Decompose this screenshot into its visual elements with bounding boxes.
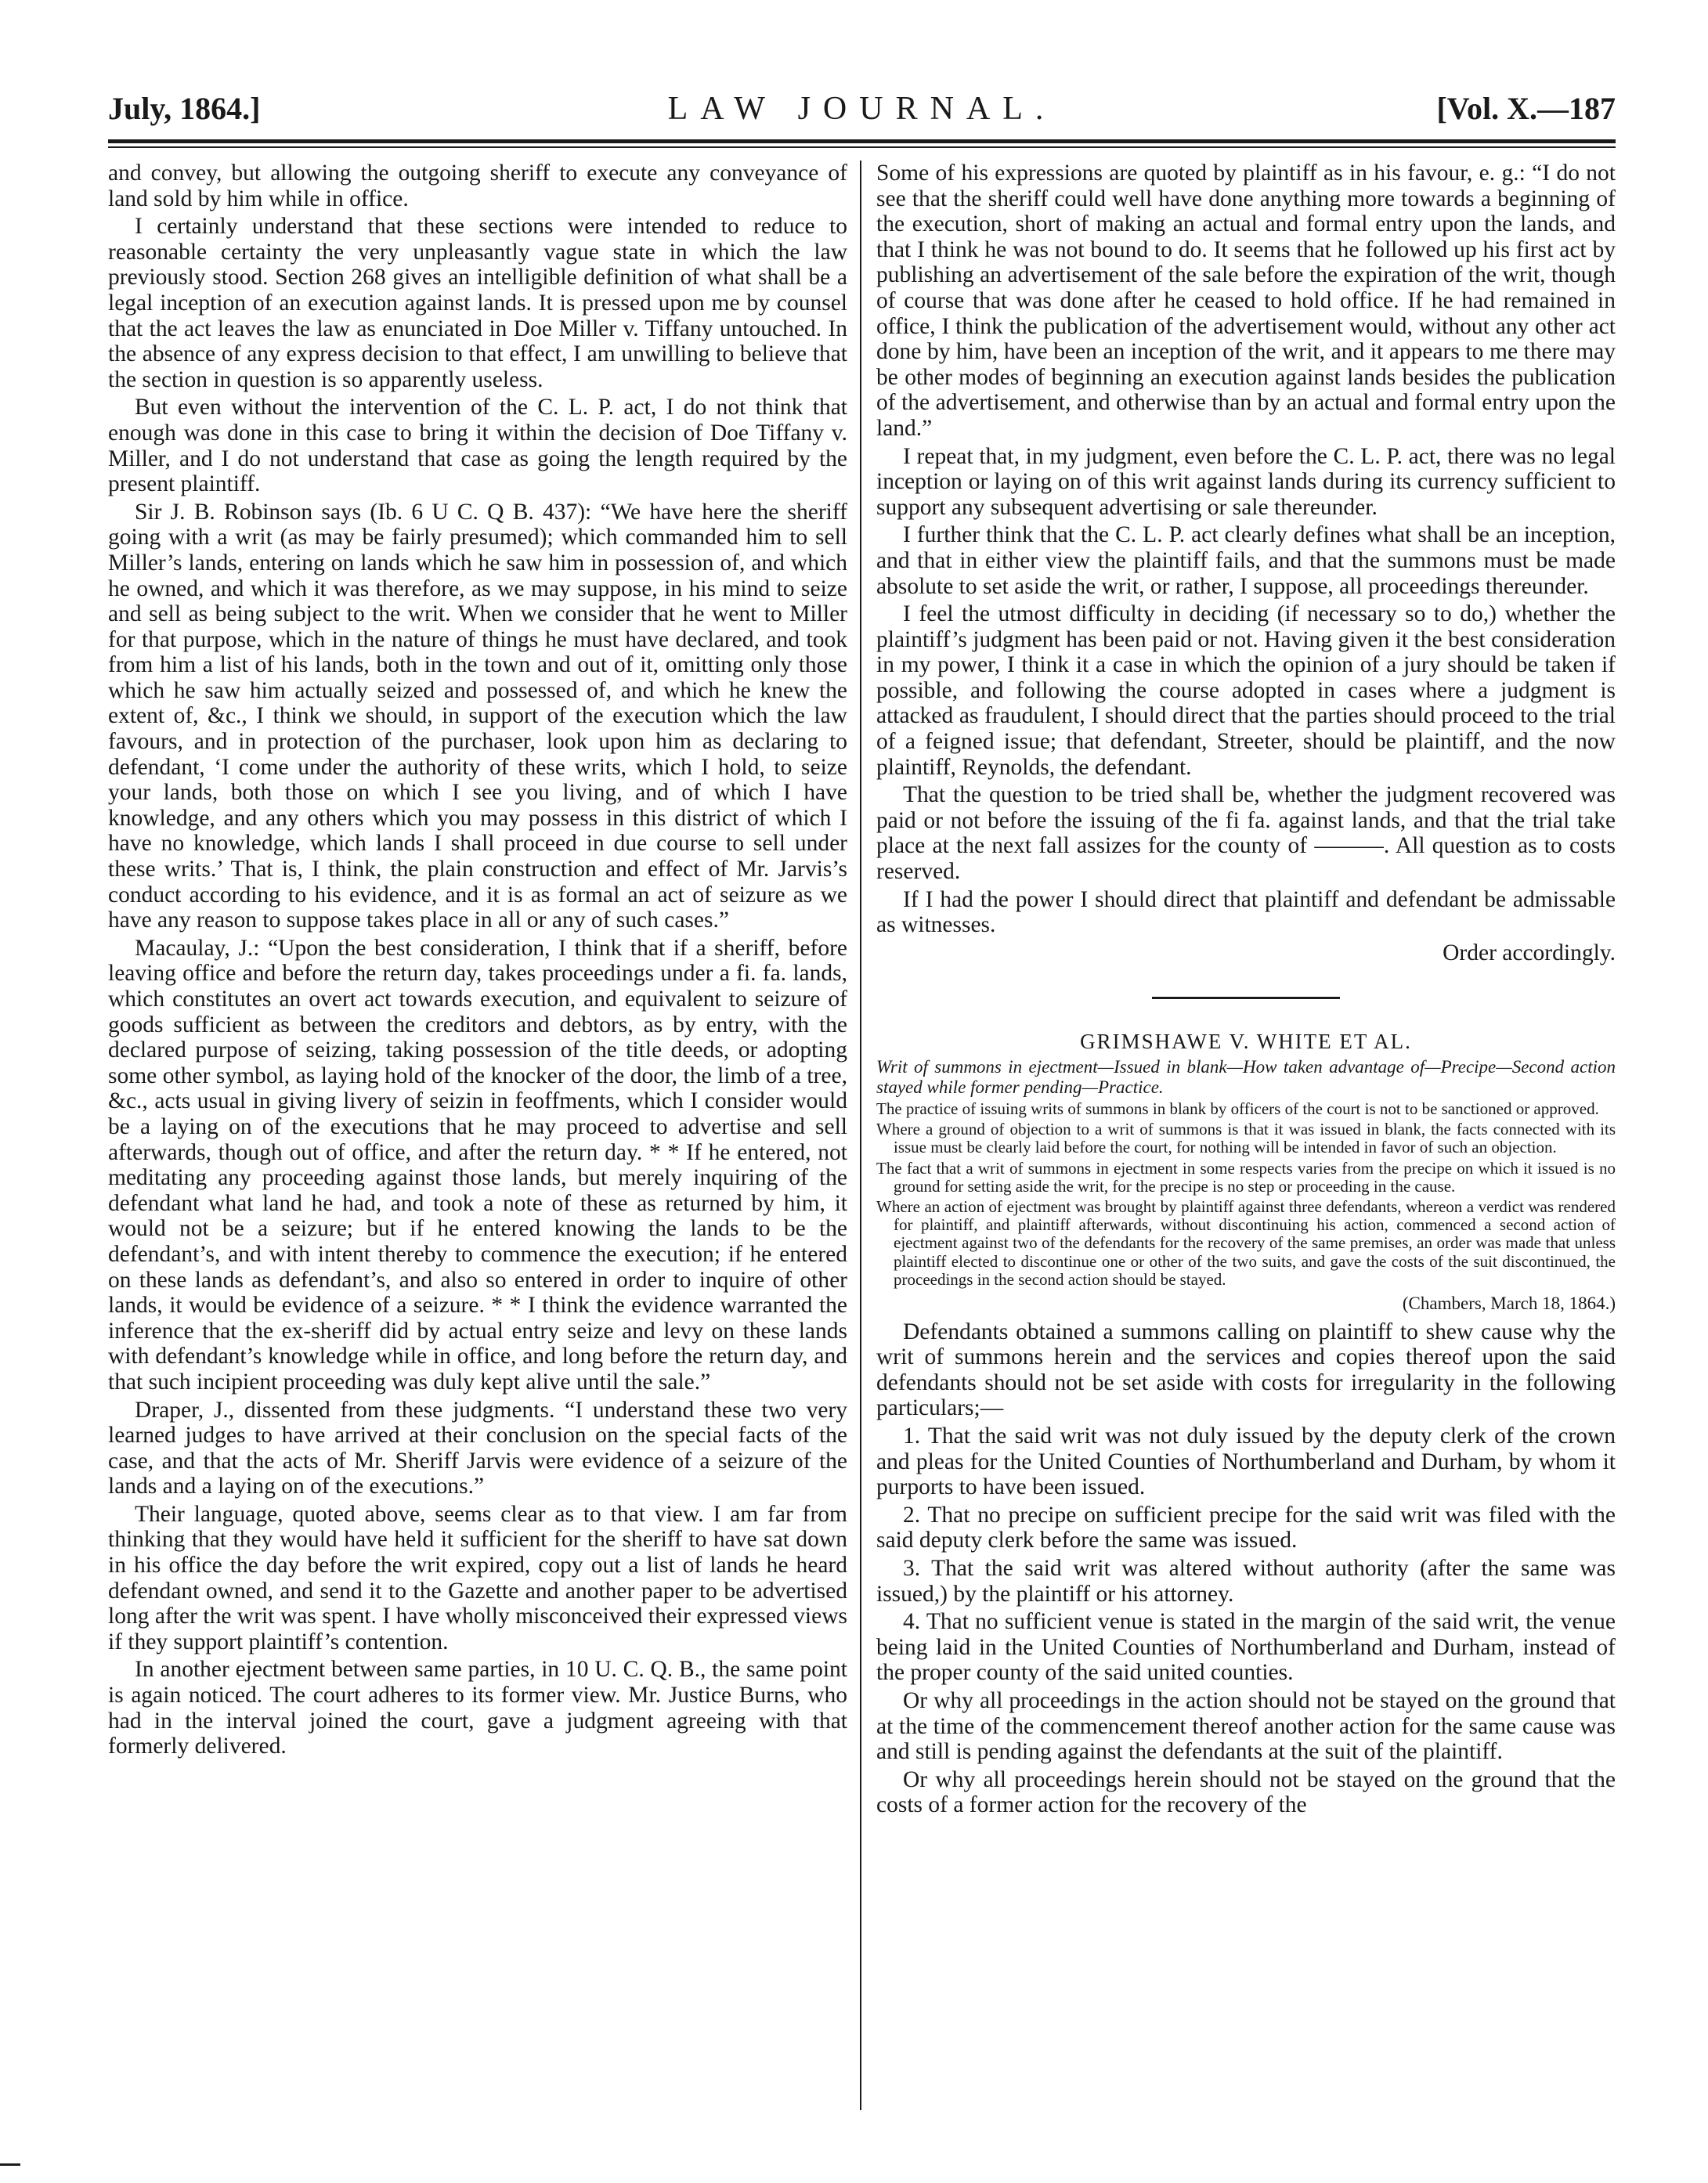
- paragraph: Their language, quoted above, seems clear as to that view. I am far from thinking that they would have held it sufficient for the sheriff to have sat down in his office the day before the writ expired, copy out a list of lands he heard defendant owned, and send it to the Gazette and another paper to be advertised long after the writ was spent. I have wholly misconceived their expressed views if they support plaintiff’s contention.: [108, 1501, 847, 1654]
- paragraph: If I had the power I should direct that plaintiff and defendant be admissable as witnesses.: [876, 886, 1616, 938]
- headnote: The fact that a writ of summons in ejectment in some respects varies from the precipe on which it issued is no ground for setting aside the writ, for the precipe is no step or proceeding in the cause.: [876, 1158, 1616, 1196]
- header-rule-thick: [108, 139, 1616, 143]
- text-columns: [108, 161, 1616, 2149]
- section-separator: [1152, 997, 1340, 999]
- paragraph: I certainly understand that these sections were intended to reduce to reasonable certainty the very unpleasantly vague state in which the law previously stood. Section 268 gives an intelligible definition of what shall be a legal inception of an execution against lands. It is pressed upon me by counsel that the act leaves the law as enunciated in Doe Miller v. Tiffany untouched. In the absence of any express decision to that effect, I am unwilling to believe that the section in question is so apparently useless.: [108, 214, 847, 392]
- paragraph: I feel the utmost difficulty in deciding (if necessary so to do,) whether the plaintiff’s judgment has been paid or not. Having given it the best consideration in my power, I think it a case in which the opinion of a jury should be taken if possible, and following the course adopted in cases where a judgment is attacked as fraudulent, I should direct that the parties should proceed to the trial of a feigned issue; that defendant, Streeter, should be plaintiff, and the now plaintiff, Reynolds, the defendant.: [876, 601, 1616, 780]
- paragraph: That the question to be tried shall be, whether the judgment recovered was paid or not before the issuing of the fi fa. against lands, and that the trial take place at the next fall assizes for the county of ———. All question as to costs reserved.: [876, 782, 1616, 885]
- issue-date: July, 1864.]: [108, 91, 261, 126]
- headnote: Where an action of ejectment was brought by plaintiff against three defendants, whereon a verdict was rendered for plaintiff, and plaintiff afterwards, without discontinuing his action, commenced a second action of ejectment against two of the defendants for the recovery of the same premises, an order was made that unless plaintiff elected to discontinue one or other of the two suits, and gave the costs of the suit discontinued, the proceedings in the second action should be stayed.: [876, 1197, 1616, 1289]
- paragraph: 3. That the said writ was altered without authority (after the same was issued,) by the plaintiff or his attorney.: [876, 1555, 1616, 1607]
- journal-title: LAW JOURNAL.: [667, 91, 1056, 127]
- page-edge-mark: [0, 2163, 20, 2166]
- paragraph: Draper, J., dissented from these judgments. “I understand these two very learned judges to have arrived at their conclusion on the special facts of the case, and that the acts of Mr. Sheriff Jarvis were evidence of a seizure of the lands and a laying on of the executions.”: [108, 1397, 847, 1499]
- paragraph: 4. That no sufficient venue is stated in the margin of the said writ, the venue being laid in the United Counties of Northumberland and Durham, instead of the proper county of the said united counties.: [876, 1609, 1616, 1686]
- court-date: (Chambers, March 18, 1864.): [1402, 1294, 1616, 1314]
- paragraph: Defendants obtained a summons calling on plaintiff to shew cause why the writ of summons herein and the services and copies thereof upon the said defendants should not be set aside with costs for irregularity in the following particulars;—: [876, 1319, 1616, 1421]
- paragraph: Some of his expressions are quoted by plaintiff as in his favour, e. g.: “I do not see that the sheriff could well have done anything more towards a beginning of the execution, short of making an actual and formal entry upon the lands, and that I think he was not bound to do. It seems that he followed up his first act by publishing an advertisement of the sale before the expiration of the writ, though of course that was done after he ceased to hold office. If he had remained in office, I think the publication of the advertisement would, without any other act done by him, have been an inception of the writ, and it appears to me there may be other modes of beginning an execution against lands besides the publication of the advertisement, and otherwise than by an actual and formal entry upon the land.”: [876, 161, 1616, 441]
- volume-page-number: [Vol. X.—187: [1436, 91, 1616, 126]
- paragraph: Or why all proceedings herein should not be stayed on the ground that the costs of a former action for the recovery of the: [876, 1766, 1616, 1818]
- headnote: Where a ground of objection to a writ of summons is that it was issued in blank, the facts connected with its issue must be clearly laid before the court, for nothing will be intended in favor of such an objection.: [876, 1120, 1616, 1157]
- paragraph: In another ejectment between same parties, in 10 U. C. Q. B., the same point is again noticed. The court adheres to its former view. Mr. Justice Burns, who had in the interval joined the court, gave a judgment agreeing with that formerly delivered.: [108, 1657, 847, 1759]
- paragraph: Sir J. B. Robinson says (Ib. 6 U C. Q B. 437): “We have here the sheriff going with a writ (as may be fairly presumed); which commanded him to sell Miller’s lands, entering on lands which he saw him in possession of, and which he owned, and which it was therefore, as we may suppose, in his mind to seize and sell as being subject to the writ. When we consider that he went to Miller for that purpose, which in the nature of things he must have declared, and took from him a list of his lands, both in the town and out of it, omitting only those which he saw him actually seized and possessed of, and which he knew the extent of, &c., I think we should, in support of the execution which the law favours, and in protection of the purchaser, look upon him as declaring to defendant, ‘I come under the authority of these writs, which I hold, to seize your lands, both those on which I see you living, and of which I have knowledge, and any others which you may possess in this district of which I have no knowledge, which lands I shall proceed in due course to sell under these writs.’ That is, I think, the plain construction and effect of Mr. Jarvis’s conduct according to his evidence, and it is as formal an act of seizure as we have any reason to suppose takes place in all or any of such cases.”: [108, 499, 847, 933]
- paragraph: Or why all proceedings in the action should not be stayed on the ground that at the time of the commencement thereof another action for the same cause was and still is pending against the defendants at the suit of the plaintiff.: [876, 1687, 1616, 1765]
- paragraph: I repeat that, in my judgment, even before the C. L. P. act, there was no legal inception or laying on of this writ against lands during its currency sufficient to support any subsequent advertising or sale thereunder.: [876, 443, 1616, 520]
- paragraph: I further think that the C. L. P. act clearly defines what shall be an inception, and that in either view the plaintiff fails, and that the summons must be made absolute to set aside the writ, or rather, I suppose, all proceedings thereunder.: [876, 522, 1616, 599]
- running-head: [108, 85, 1616, 133]
- order-line: Order accordingly.: [1443, 940, 1616, 965]
- paragraph: 2. That no precipe on sufficient precipe for the said writ was filed with the said deputy clerk before the same was issued.: [876, 1502, 1616, 1553]
- paragraph: 1. That the said writ was not duly issued by the deputy clerk of the crown and pleas for the United Counties of Northumberland and Durham, by whom it purports to have been issued.: [876, 1423, 1616, 1500]
- paragraph: Macaulay, J.: “Upon the best consideration, I think that if a sheriff, before leaving office and before the return day, takes proceedings under a fi. fa. lands, which constitutes an overt act towards execution, and equivalent to seizure of goods sufficient as between the creditors and debtors, as by entry, with the declared purpose of seizing, taking possession of the title deeds, or adopting some other symbol, as laying hold of the knocker of the door, the limb of a tree, &c., acts usual in giving livery of seizin in feoffments, which I consider would be a laying on of the executions that he may proceed to advertise and sell afterwards, though out of office, and after the return day. * * If he entered, not meditating any proceeding against those lands, but merely inquiring of the defendant what land he had, and took a note of these as returned by him, it would not be a seizure; but if he entered knowing the lands to be the defendant’s, and with intent thereby to commence the execution; if he entered on these lands as defendant’s, and also so entered in order to inquire of other lands, it would be evidence of a seizure. * * I think the evidence warranted the inference that the ex-sheriff did by actual entry seize and levy on these lands with defendant’s knowledge while in office, and long before the return day, and that such incipient proceeding was duly kept alive until the sale.”: [108, 935, 847, 1395]
- left-column: [108, 161, 847, 1759]
- case-catchwords: Writ of summons in ejectment—Issued in blank—How taken advantage of—Precipe—Second action stayed while former pending—Practice.: [876, 1057, 1616, 1097]
- paragraph: and convey, but allowing the outgoing sheriff to execute any conveyance of land sold by him while in office.: [108, 161, 847, 211]
- header-rule-thin: [108, 146, 1616, 148]
- paragraph: But even without the intervention of the C. L. P. act, I do not think that enough was done in this case to bring it within the decision of Doe Tiffany v. Miller, and I do not understand that case as going the length required by the present plaintiff.: [108, 395, 847, 497]
- case-title: GRIMSHAWE V. WHITE ET AL.: [1080, 1030, 1412, 1054]
- column-divider: [860, 161, 861, 2110]
- headnote: The practice of issuing writs of summons in blank by officers of the court is not to be sanctioned or approved.: [876, 1099, 1599, 1118]
- right-column: [876, 161, 1616, 1818]
